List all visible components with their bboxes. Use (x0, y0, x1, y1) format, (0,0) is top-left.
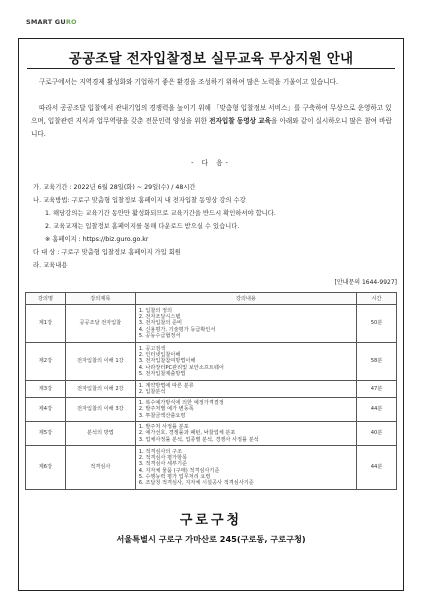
intro-text-a: 따라서 공공조달 입찰에서 관내기업의 경쟁력을 높이기 위해 「맞춤형 입찰정보 서비스」를 구축하여 무상으로 운영하고 있으며, 입찰관련 지식과 업무역량을 갖춘 전문인력 양성을 위한 (31, 104, 392, 125)
logo-text: SMART GU (26, 18, 66, 26)
lecture-hours: 50분 (357, 305, 397, 343)
lecture-item: 1. 입찰의 정의 (138, 307, 173, 314)
lecture-item: 4. 지자체 물품 (구매) 적격심사기준 (138, 467, 220, 474)
header-lecture: 강의명 (26, 293, 66, 305)
lecture-item: 1. 적격심사의 구조 (138, 448, 183, 455)
header-subject: 강의제목 (65, 293, 135, 305)
lecture-item: 5. 전자입찰제출방법 (138, 370, 186, 377)
lecture-table (25, 292, 397, 490)
intro-paragraph-1: 구로구에서는 지역경제 활성화와 기업하기 좋은 환경을 조성하기 위하여 많은 노력을 기울이고 있습니다. (39, 78, 339, 86)
lecture-item: 5. 수행능력 평가 업무처리 요령 (138, 473, 211, 480)
lecture-items (135, 422, 356, 446)
page-title: 공공조달 전자입찰정보 실무교육 무상지원 안내 (68, 51, 354, 67)
lecture-name: 제4강 (26, 398, 66, 422)
table-row (26, 422, 397, 446)
lecture-item: 2. 예가선호, 경쟁률과 패턴, 낙찰업체 분포 (138, 430, 236, 437)
lecture-name: 제6강 (26, 446, 66, 490)
table-header-row (26, 293, 397, 305)
table-row (26, 343, 397, 381)
lecture-item: 2. 입찰분석 (138, 389, 166, 395)
lecture-subject: 분석의 방법 (65, 422, 135, 446)
lecture-items (135, 446, 356, 490)
lecture-name: 제2강 (26, 343, 66, 381)
lecture-subject: 전자입찰의 이해 2강 (65, 381, 135, 398)
lecture-item: 5. 공동수급협정서 (138, 332, 181, 339)
lecture-items (135, 305, 356, 343)
lecture-name: 제3강 (26, 381, 66, 398)
lecture-item: 3. 적격심사 세부기준 (138, 461, 188, 468)
lecture-hours: 47분 (357, 381, 397, 398)
lecture-hours: 40분 (357, 422, 397, 446)
lecture-name: 제1강 (26, 305, 66, 343)
table-row (26, 305, 397, 343)
lecture-hours: 44분 (357, 398, 397, 422)
lecture-subject: 전자입찰의 이해 1강 (65, 343, 135, 381)
target-audience: 다 대 상 : 구로구 맞춤형 입찰정보 홈페이지 가입 회원 (33, 249, 181, 256)
logo-accent-text: RO (65, 18, 77, 26)
header-hours: 시간 (357, 293, 397, 305)
education-content-heading: 라. 교육내용 (33, 262, 68, 269)
table-row (26, 446, 397, 490)
lecture-item: 3. 전자입찰참여방법이해 (138, 358, 196, 365)
footer-organization: 구로구청 (179, 513, 243, 528)
lecture-item: 3. 투찰금액산출요령 (138, 412, 186, 419)
footer-address: 서울특별시 구로구 가마산로 245(구로동, 구로구청) (116, 534, 306, 544)
lecture-subject: 공공조달 전자입찰 (65, 305, 135, 343)
lecture-hours: 58분 (357, 343, 397, 381)
title-divider (27, 68, 395, 69)
table-row (26, 381, 397, 398)
lecture-item: 3. 업체사정률 분석, 업종별 분석, 경쟁사 사정률 분석 (138, 436, 259, 443)
contact-info: [안내문의 1644-9927] (334, 279, 397, 286)
header-content: 강의내용 (135, 293, 356, 305)
lecture-subject: 적격심사 (65, 446, 135, 490)
lecture-hours: 44분 (357, 446, 397, 490)
lecture-item: 2. 발주처별 예가 변동폭 (138, 406, 194, 413)
intro-paragraph-2 (31, 102, 395, 141)
lecture-item: 6. 조달청 적격심사, 지자체 시설공사 적격심사기준 (138, 480, 254, 487)
homepage-url: ※ 홈페이지 : https://biz.guro.go.kr (45, 236, 149, 243)
da-heading: - 다 음- (191, 159, 231, 167)
lecture-item: 4. 신용평가, 기술평가 등급확인서 (138, 326, 216, 333)
lecture-items (135, 398, 356, 422)
education-period: 가. 교육기간 : 2022년 6월 28일(화) ~ 29일(수) / 48시간 (33, 184, 196, 191)
lecture-items (135, 381, 356, 398)
table-row (26, 398, 397, 422)
notice-frame (18, 38, 404, 591)
lecture-items (135, 343, 356, 381)
lecture-item: 1. 공고검색 (138, 345, 166, 352)
lecture-name: 제5강 (26, 422, 66, 446)
lecture-item: 4. 나라장터PC관리및 보안소프트웨어 (138, 364, 224, 371)
note-1: 1. 해당강의는 교육기간 동안만 활성화되므로 교육기간을 반드시 확인하셔야 합니다. (45, 210, 276, 217)
note-2: 2. 교육교재는 입찰정보 홈페이지를 통해 다운로드 받으실 수 있습니다. (45, 223, 240, 230)
lecture-item: 1. 복수예가방식에 의한 예정가격결정 (138, 400, 224, 407)
lecture-item: 1. 발주처 사정률 분포 (138, 424, 189, 431)
intro-bold-text: 전자입찰 동영상 교육 (209, 117, 272, 125)
education-method: 나. 교육방법: 구로구 맞춤형 입찰정보 홈페이지 내 전자입찰 동영상 강의 수강 (33, 197, 246, 204)
guro-logo (26, 18, 77, 26)
intro-text-b: 을 아래와 같이 실시하오니 많은 참여 바랍니다. (31, 117, 392, 138)
lecture-item: 1. 계약방법에 따른 분류 (138, 382, 194, 389)
lecture-item: 2. 적격심사 평가항목 (138, 454, 188, 461)
lecture-item: 2. 전자조달시스템 (138, 314, 181, 321)
lecture-item: 2. 인터넷입찰이해 (138, 352, 181, 359)
lecture-item: 3. 전자입찰의 준비 (138, 320, 183, 327)
lecture-subject: 전자입찰의 이해 3강 (65, 398, 135, 422)
